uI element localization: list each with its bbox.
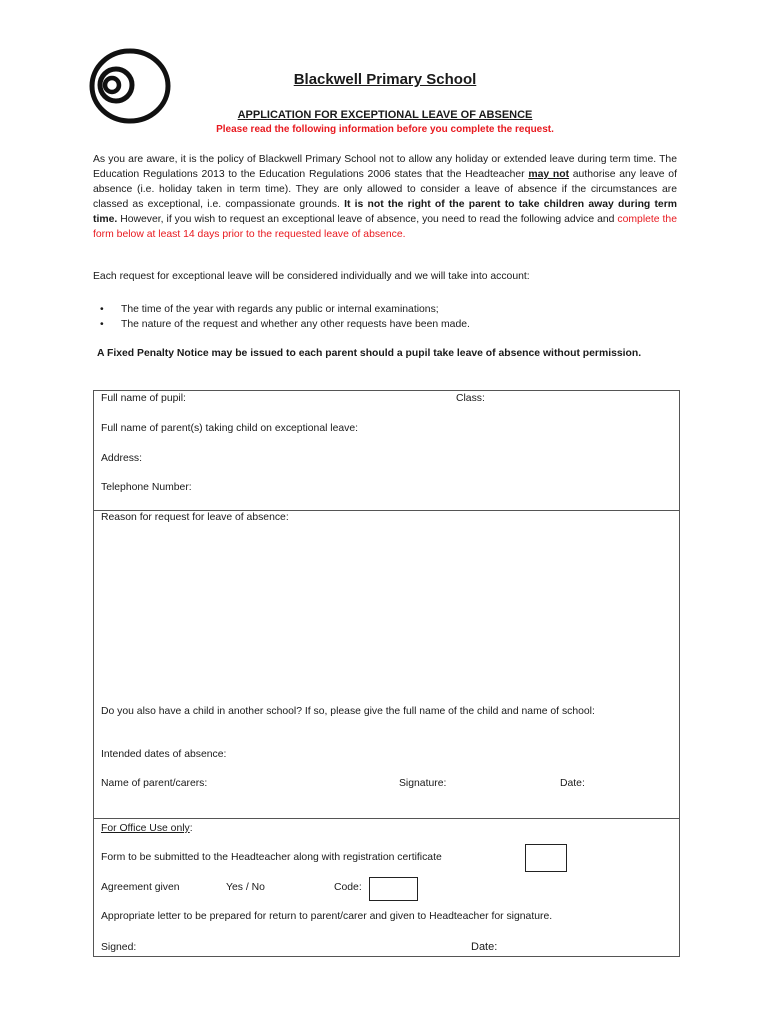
bullet-icon: • xyxy=(100,304,104,315)
bullet-icon: • xyxy=(100,319,104,330)
parents-name-field[interactable]: Full name of parent(s) taking child on exceptional leave: xyxy=(101,423,359,434)
form-subtitle: Please read the following information before you complete the request. xyxy=(216,124,554,135)
intro-text-b: authorise any leave of absence (i.e. holiday taken in term time). They are only allowed to consider a leave of absence if the circumstances are classed as exceptional, i.e. compassionate grounds. xyxy=(93,169,677,210)
penalty-notice: A Fixed Penalty Notice may be issued to each parent should a pupil take leave of absence without permission. xyxy=(97,348,642,359)
parent-carers-field[interactable]: Name of parent/carers: xyxy=(101,778,208,789)
school-name: Blackwell Primary School xyxy=(293,71,477,88)
date-field[interactable]: Date: xyxy=(560,778,585,789)
yes-no-option[interactable]: Yes / No xyxy=(226,882,265,893)
intro-paragraph xyxy=(93,152,677,242)
intro-text-a: As you are aware, it is the policy of Blackwell Primary School not to allow any holiday or extended leave during term time. The Education Regulations 2013 to the Education Regulations 2006 states that the Headteacher xyxy=(93,154,677,180)
office-use-colon: : xyxy=(189,823,193,834)
list-item xyxy=(93,317,470,332)
intended-dates-field[interactable]: Intended dates of absence: xyxy=(101,749,227,760)
signature-field[interactable]: Signature: xyxy=(399,778,447,789)
considerations-list xyxy=(93,302,470,332)
pupil-name-field[interactable]: Full name of pupil: xyxy=(101,393,186,404)
intro-text-c: However, if you wish to request an exceptional leave of absence, you need to read the following advice and xyxy=(117,214,618,225)
telephone-field[interactable]: Telephone Number: xyxy=(101,482,192,493)
list-item-text: The time of the year with regards any public or internal examinations; xyxy=(121,304,439,315)
list-item-text: The nature of the request and whether any other requests have been made. xyxy=(121,319,470,330)
section-divider xyxy=(94,818,679,819)
office-use-label: For Office Use only xyxy=(101,823,190,834)
other-school-field[interactable]: Do you also have a child in another school? If so, please give the full name of the child and name of school: xyxy=(101,706,595,717)
code-label: Code: xyxy=(334,882,362,893)
consider-text: Each request for exceptional leave will be considered individually and we will take into account: xyxy=(93,271,530,282)
intro-bold-statement: It is not the right of the parent to take children away during term time. xyxy=(93,199,677,225)
address-field[interactable]: Address: xyxy=(101,453,143,464)
intro-may-not: may not xyxy=(528,169,570,180)
agreement-label: Agreement given xyxy=(101,882,180,893)
letter-note: Appropriate letter to be prepared for return to parent/carer and given to Headteacher for signature. xyxy=(101,911,553,922)
signed-field[interactable]: Signed: xyxy=(101,942,137,953)
registration-checkbox[interactable] xyxy=(525,844,567,872)
class-field[interactable]: Class: xyxy=(456,393,485,404)
office-date-field[interactable]: Date: xyxy=(471,941,498,953)
intro-deadline: complete the form below at least 14 days prior to the requested leave of absence. xyxy=(93,214,677,240)
reason-field[interactable]: Reason for request for leave of absence: xyxy=(101,512,289,523)
submit-note: Form to be submitted to the Headteacher along with registration certificate xyxy=(101,852,442,863)
form-title: APPLICATION FOR EXCEPTIONAL LEAVE OF ABSENCE xyxy=(237,109,533,121)
application-form xyxy=(93,390,680,957)
code-input[interactable] xyxy=(369,877,418,901)
list-item xyxy=(93,302,470,317)
office-use-heading xyxy=(101,823,193,834)
section-divider xyxy=(94,510,679,511)
